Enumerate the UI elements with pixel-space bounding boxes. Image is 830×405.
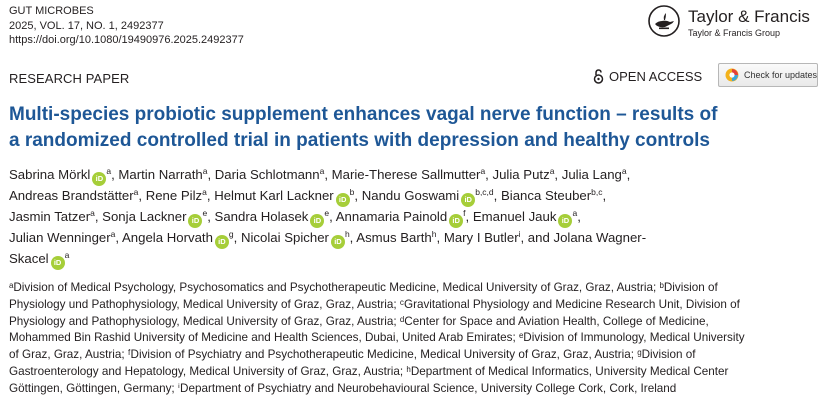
- author-name[interactable]: Asmus Barth: [356, 230, 432, 245]
- author-separator: ,: [626, 167, 631, 182]
- author-name[interactable]: Annamaria Painold: [335, 209, 448, 224]
- orcid-icon[interactable]: iD: [215, 235, 229, 249]
- author-name[interactable]: Jasmin Tatzer: [9, 209, 91, 224]
- orcid-icon[interactable]: iD: [188, 214, 202, 228]
- author-line: [9, 165, 824, 186]
- affiliation-marker: a: [319, 166, 325, 176]
- author-name[interactable]: Angela Horvath: [122, 230, 213, 245]
- affiliation-marker: a: [621, 166, 627, 176]
- journal-name: GUT MICROBES: [9, 5, 94, 17]
- open-access-label: OPEN ACCESS: [609, 69, 703, 84]
- author-separator: ,: [94, 209, 103, 224]
- open-lock-icon: [593, 69, 604, 84]
- title-line: a randomized controlled trial in patients with depression and healthy controls: [9, 130, 710, 151]
- author-name[interactable]: Sabrina Mörkl: [9, 167, 91, 182]
- affiliation-marker: g: [228, 229, 234, 239]
- author-name[interactable]: Andreas Brandstätter: [9, 188, 134, 203]
- author-separator: ,: [354, 188, 362, 203]
- crossmark-icon: [725, 68, 739, 82]
- author-separator: ,: [602, 188, 607, 203]
- affiliation-marker: f: [463, 208, 466, 218]
- affiliations: [9, 280, 824, 398]
- check-for-updates-button[interactable]: [718, 63, 818, 87]
- author-name[interactable]: Helmut Karl Lackner: [214, 188, 334, 203]
- doi-link[interactable]: https://doi.org/10.1080/19490976.2025.2492377: [9, 34, 244, 46]
- author-separator: ,: [465, 209, 473, 224]
- affiliation-line: ᵃDivision of Medical Psychology, Psychosomatics and Psychotherapeutic Medicine, Medical University of Graz, Graz, Austria; ᵇDivision of: [9, 281, 718, 294]
- author-name[interactable]: Skacel: [9, 251, 49, 266]
- author-separator: ,: [115, 230, 122, 245]
- author-separator: ,: [554, 167, 562, 182]
- author-separator: ,: [111, 167, 119, 182]
- author-separator: ,: [206, 188, 215, 203]
- author-separator: ,: [436, 230, 444, 245]
- author-separator: ,: [207, 167, 215, 182]
- author-separator: ,: [138, 188, 146, 203]
- author-name[interactable]: Bianca Steuber: [500, 188, 592, 203]
- check-for-updates-label: Check for updates: [743, 70, 817, 80]
- title-line: Multi-species probiotic supplement enhances vagal nerve function – results of: [9, 104, 718, 125]
- affiliation-line: Mohammed Bin Rashid University of Medicine and Health Sciences, Dubai, United Arab Emirates; ᵉDivision of Immunology, Medical University: [9, 331, 745, 345]
- affiliation-marker: a: [64, 250, 70, 260]
- affiliation-marker: a: [110, 229, 116, 239]
- author-name[interactable]: Nicolai Spicher: [240, 230, 329, 245]
- affiliation-marker: a: [106, 166, 112, 176]
- author-line: [9, 186, 824, 207]
- affiliation-marker: a: [480, 166, 486, 176]
- author-name[interactable]: Mary I Butler: [443, 230, 519, 245]
- affiliation-line: Physiology und Pathophysiology, Medical University of Graz, Graz, Austria; ᶜGravitational Physiology and Medicine Research Unit, Division of: [9, 297, 740, 311]
- open-access-badge: [593, 69, 702, 84]
- author-separator: ,: [324, 167, 332, 182]
- author-separator: ,: [485, 167, 493, 182]
- author-name[interactable]: Marie-Therese Sallmutter: [331, 167, 481, 182]
- orcid-icon[interactable]: iD: [51, 256, 65, 270]
- author-line: [9, 249, 824, 270]
- affiliation-line: Gastroenterology and Hepatology, Medical University of Graz, Graz, Austria; ʰDepartment of Medical Informatics, University Medical Center: [9, 364, 729, 378]
- author-line: [9, 207, 824, 228]
- affiliation-line: Göttingen, Göttingen, Germany; ⁱDepartment of Psychiatry and Neurobehavioural Science, University College Cork, Cork, Ireland: [9, 381, 677, 395]
- affiliation-marker: e: [202, 208, 208, 218]
- author-separator: ,: [577, 209, 581, 224]
- affiliation-marker: h: [344, 229, 350, 239]
- publisher-name: Taylor & Francis: [688, 7, 810, 26]
- author-separator: ,: [493, 188, 501, 203]
- publisher-logo[interactable]: [648, 5, 823, 43]
- author-name[interactable]: Daria Schlotmann: [214, 167, 320, 182]
- oil-lamp-seal-icon: [648, 5, 680, 37]
- author-separator: , and: [520, 230, 554, 245]
- orcid-icon[interactable]: iD: [310, 214, 324, 228]
- author-name[interactable]: Julia Lang: [561, 167, 622, 182]
- journal-volume: 2025, VOL. 17, NO. 1, 2492377: [9, 19, 164, 32]
- author-name[interactable]: Martin Narrath: [118, 167, 203, 182]
- affiliation-line: of Graz, Graz, Austria; ᶠDivision of Psychiatry and Psychotherapeutic Medicine, Medical University of Graz, Graz, Austria; ᵍDivision of: [9, 348, 696, 362]
- affiliation-marker: b,c,d: [475, 187, 494, 197]
- orcid-icon[interactable]: iD: [331, 235, 345, 249]
- author-name[interactable]: Julia Putz: [492, 167, 550, 182]
- affiliation-marker: a: [202, 166, 208, 176]
- orcid-icon[interactable]: iD: [558, 214, 572, 228]
- affiliation-marker: a: [90, 208, 95, 218]
- author-name[interactable]: Emanuel Jauk: [472, 209, 557, 224]
- author-separator: ,: [349, 230, 357, 245]
- orcid-icon[interactable]: iD: [336, 193, 350, 207]
- orcid-icon[interactable]: iD: [92, 172, 106, 186]
- affiliation-marker: h: [431, 229, 437, 239]
- author-name[interactable]: Nandu Goswami: [361, 188, 460, 203]
- affiliation-marker: a: [202, 187, 207, 197]
- author-name[interactable]: Sonja Lackner: [102, 209, 187, 224]
- affiliation-marker: i: [518, 229, 521, 239]
- author-list: [9, 165, 824, 270]
- author-name[interactable]: Sandra Holasek: [214, 209, 309, 224]
- affiliation-marker: e: [324, 208, 330, 218]
- affiliation-marker: b,c: [591, 187, 603, 197]
- affiliation-marker: a: [572, 208, 578, 218]
- orcid-icon[interactable]: iD: [449, 214, 463, 228]
- publisher-group: Taylor & Francis Group: [688, 28, 781, 38]
- author-separator: ,: [329, 209, 336, 224]
- affiliation-marker: a: [133, 187, 139, 197]
- orcid-icon[interactable]: iD: [461, 193, 475, 207]
- author-separator: ,: [207, 209, 215, 224]
- affiliation-marker: a: [549, 166, 555, 176]
- affiliation-marker: b: [349, 187, 355, 197]
- author-separator: ,: [233, 230, 241, 245]
- affiliation-line: Physiology and Pathophysiology, Medical University of Graz, Graz, Austria; ᵈCenter for Space and Aviation Health, College of Medicine,: [9, 314, 709, 328]
- author-line: [9, 228, 824, 249]
- article-title: [9, 102, 824, 154]
- author-name[interactable]: Rene Pilz: [145, 188, 203, 203]
- author-name[interactable]: Julian Wenninger: [9, 230, 111, 245]
- author-name[interactable]: Jolana Wagner-: [553, 230, 647, 245]
- paper-type-label: RESEARCH PAPER: [9, 71, 130, 86]
- journal-header: [9, 4, 244, 48]
